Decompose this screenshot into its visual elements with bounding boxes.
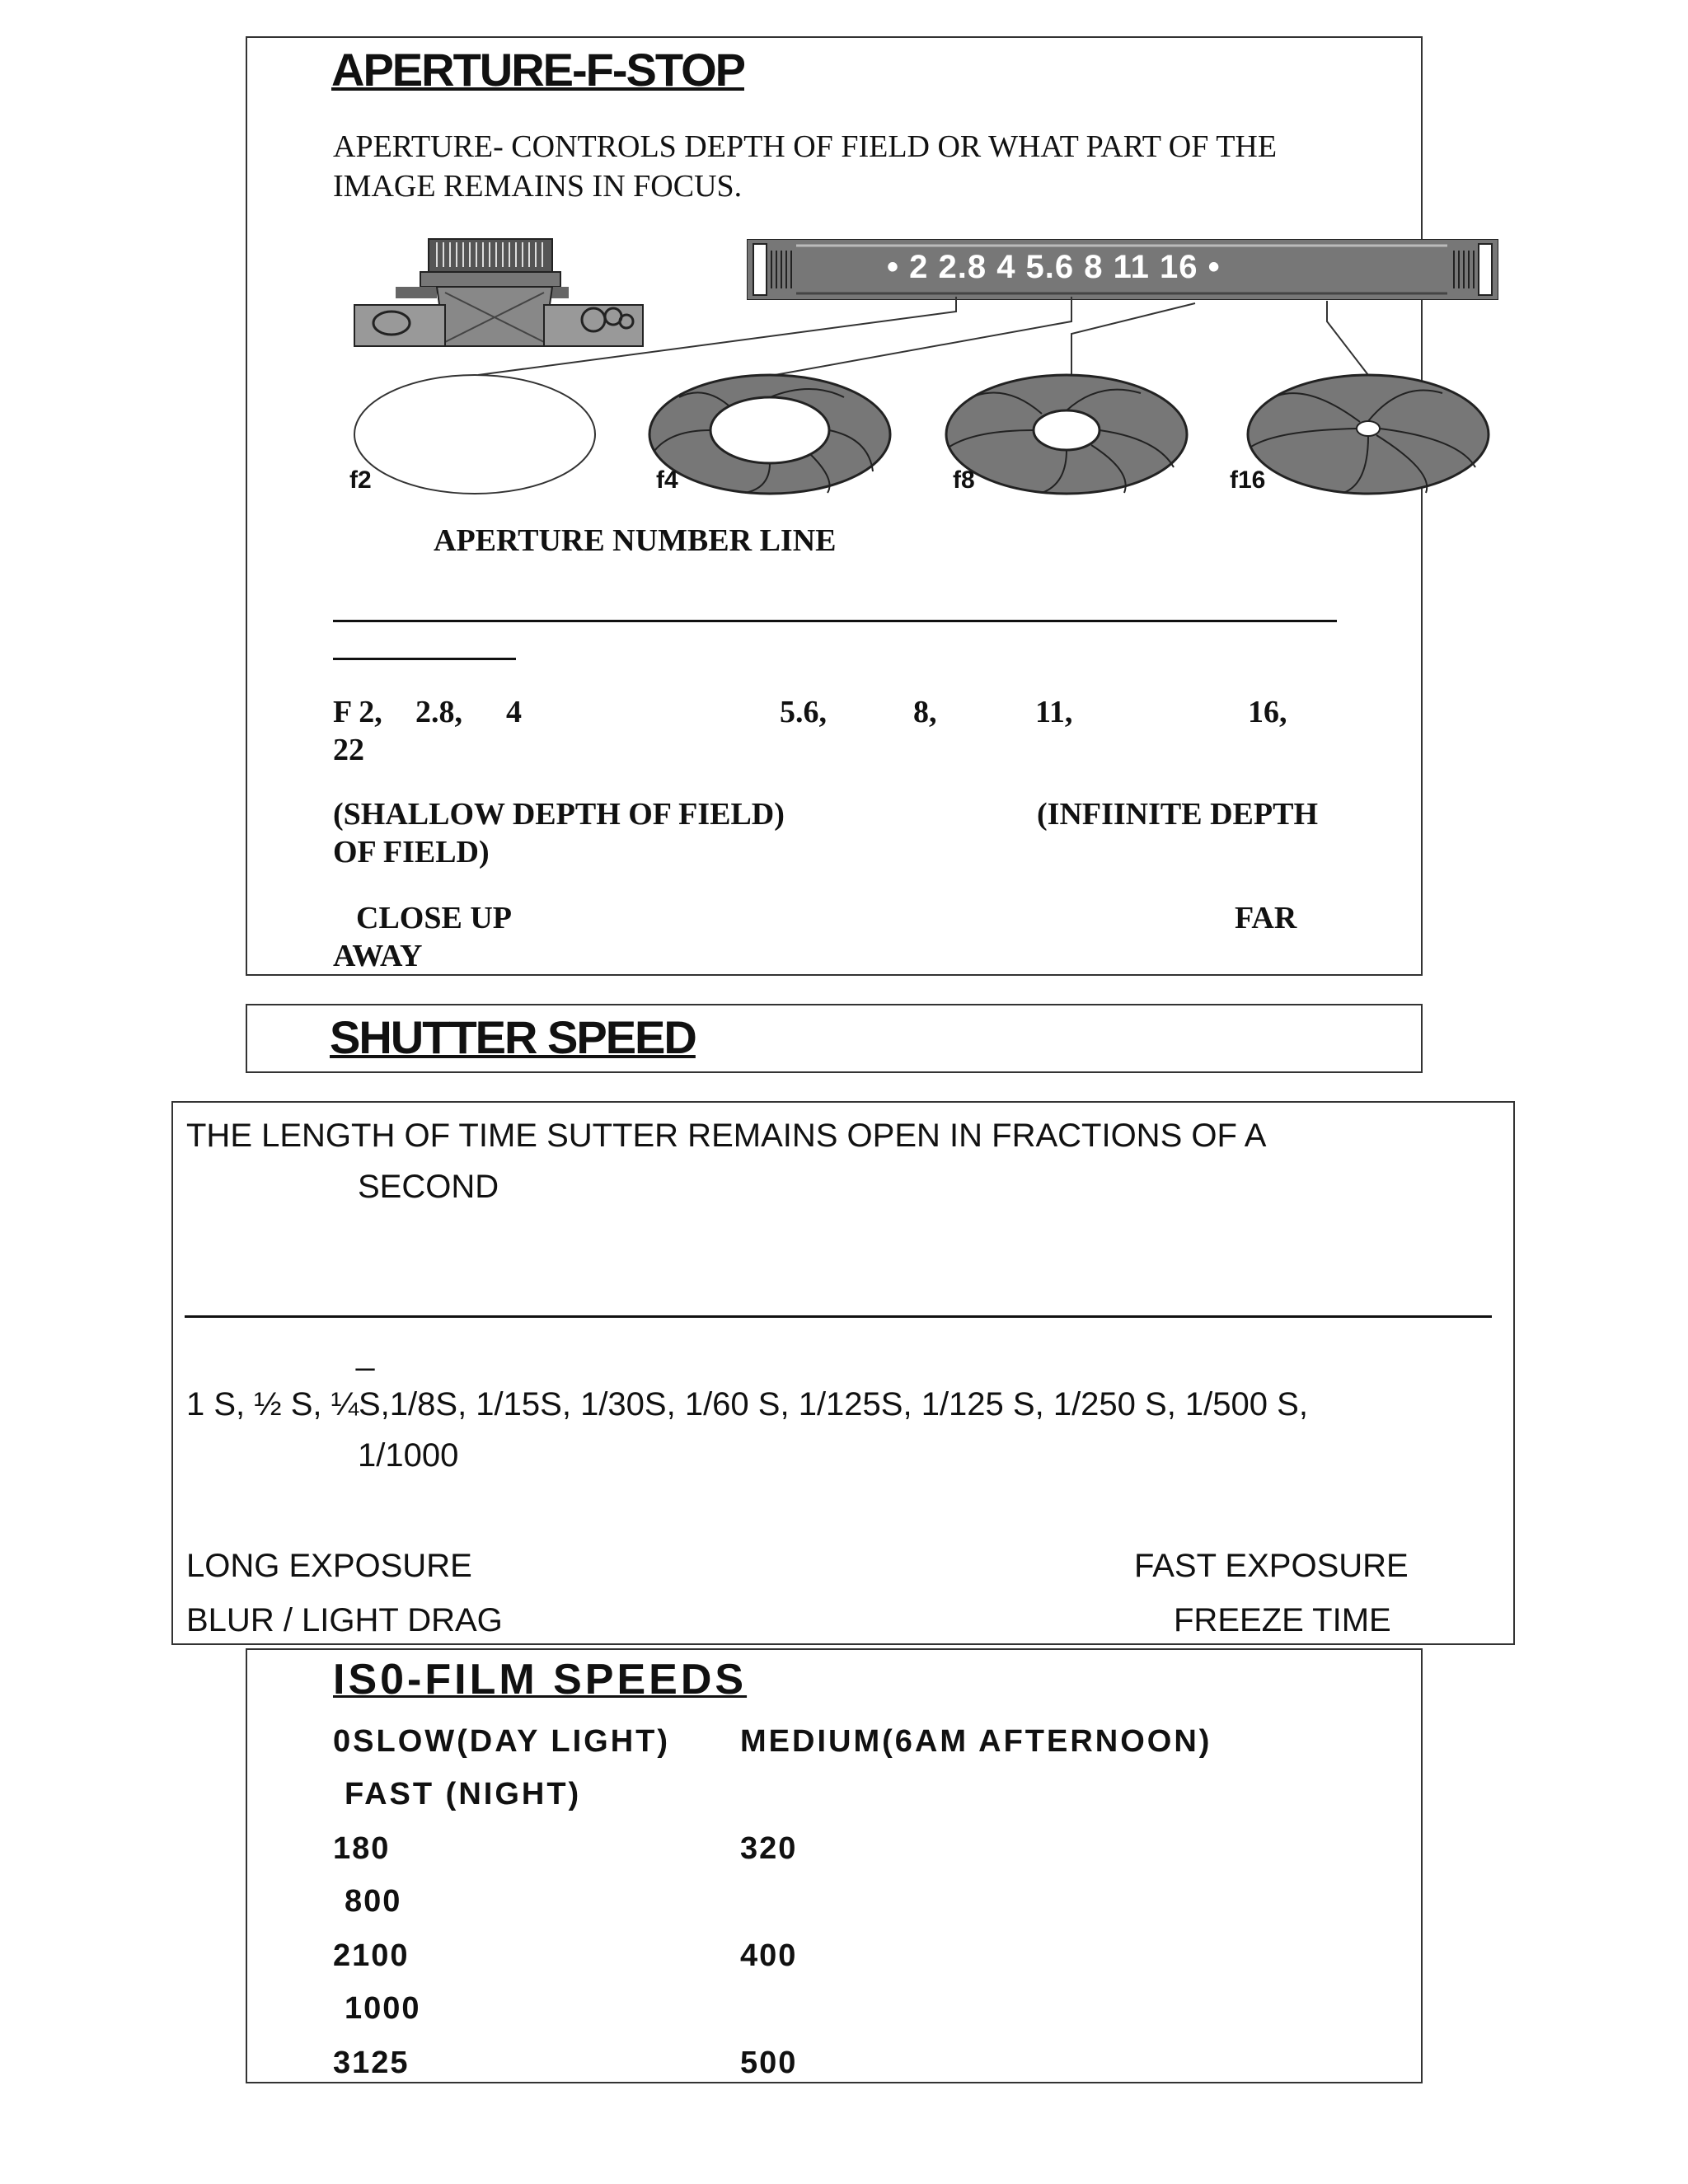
label-f8: f8 [953,466,975,494]
lens-scale-bar [747,239,1498,300]
shutter-description-line2: SECOND [358,1169,499,1205]
iso-slow-value: 3125 [333,2046,410,2080]
shutter-rule [185,1315,1492,1318]
iso-slow-value: 2100 [333,1938,410,1973]
iso-medium-value: 400 [740,1938,798,1973]
iso-slow-header: 0SLOW(DAY LIGHT) [333,1724,671,1759]
aperture-f8-diagram [943,373,1190,496]
iso-title: IS0-FILM SPEEDS [333,1656,748,1704]
iso-slow-value: 180 [333,1831,391,1866]
of-field-label: OF FIELD) [333,835,490,869]
number-line-rule-1 [333,620,1337,622]
iso-fast-value: 1000 [345,1991,421,2026]
label-f4: f4 [656,466,678,494]
fstop-value: 4 [506,695,522,729]
shutter-speeds-line2: 1/1000 [358,1437,459,1474]
iso-medium-header: MEDIUM(6AM AFTERNOON) [740,1724,1212,1759]
fstop-value: 5.6, [780,695,827,729]
iso-medium-value: 500 [740,2046,798,2080]
iso-fast-header: FAST (NIGHT) [345,1777,582,1811]
shutter-speeds-line1: 1 S, ½ S, ¼S,1/8S, 1/15S, 1/30S, 1/60 S, 1/125S, 1/125 S, 1/250 S, 1/500 S, [186,1386,1308,1422]
away-label: AWAY [333,939,423,973]
fstop-value: 8, [913,695,937,729]
shutter-title: SHUTTER SPEED [330,1011,696,1063]
fstop-value: 2.8, [415,695,462,729]
fstop-value: 16, [1248,695,1287,729]
infinite-depth-label: (INFIINITE DEPTH [1037,797,1318,832]
iso-fast-value: 800 [345,1884,402,1919]
label-f16: f16 [1230,466,1266,494]
fstop-value: 11, [1035,695,1073,729]
shutter-description-line1: THE LENGTH OF TIME SUTTER REMAINS OPEN IN FRACTIONS OF A [186,1118,1267,1154]
aperture-f4-diagram [646,373,893,496]
fast-exposure-label: FAST EXPOSURE [1134,1548,1409,1584]
aperture-title: APERTURE-F-STOP [331,44,744,96]
number-line-rule-2 [333,658,516,660]
long-exposure-label: LONG EXPOSURE [186,1548,472,1584]
number-line-title: APERTURE NUMBER LINE [434,523,837,558]
shutter-dash: _ [356,1335,375,1371]
close-up-label: CLOSE UP [356,901,512,935]
far-label: FAR [1235,901,1297,935]
blur-label: BLUR / LIGHT DRAG [186,1602,503,1638]
freeze-time-label: FREEZE TIME [1174,1602,1391,1638]
fstop-value-22: 22 [333,733,364,767]
fstop-value: F 2, [333,695,382,729]
lens-scale-numbers: • 2 2.8 4 5.6 8 11 16 • [887,249,1221,285]
aperture-f2-diagram [351,373,598,496]
shallow-depth-label: (SHALLOW DEPTH OF FIELD) [333,797,785,832]
aperture-description: APERTURE- CONTROLS DEPTH OF FIELD OR WHAT PART OF THE IMAGE REMAINS IN FOCUS. [333,129,1278,204]
label-f2: f2 [349,466,372,494]
iso-section [246,1648,1423,2083]
aperture-f16-diagram [1245,373,1492,496]
iso-medium-value: 320 [740,1831,798,1866]
